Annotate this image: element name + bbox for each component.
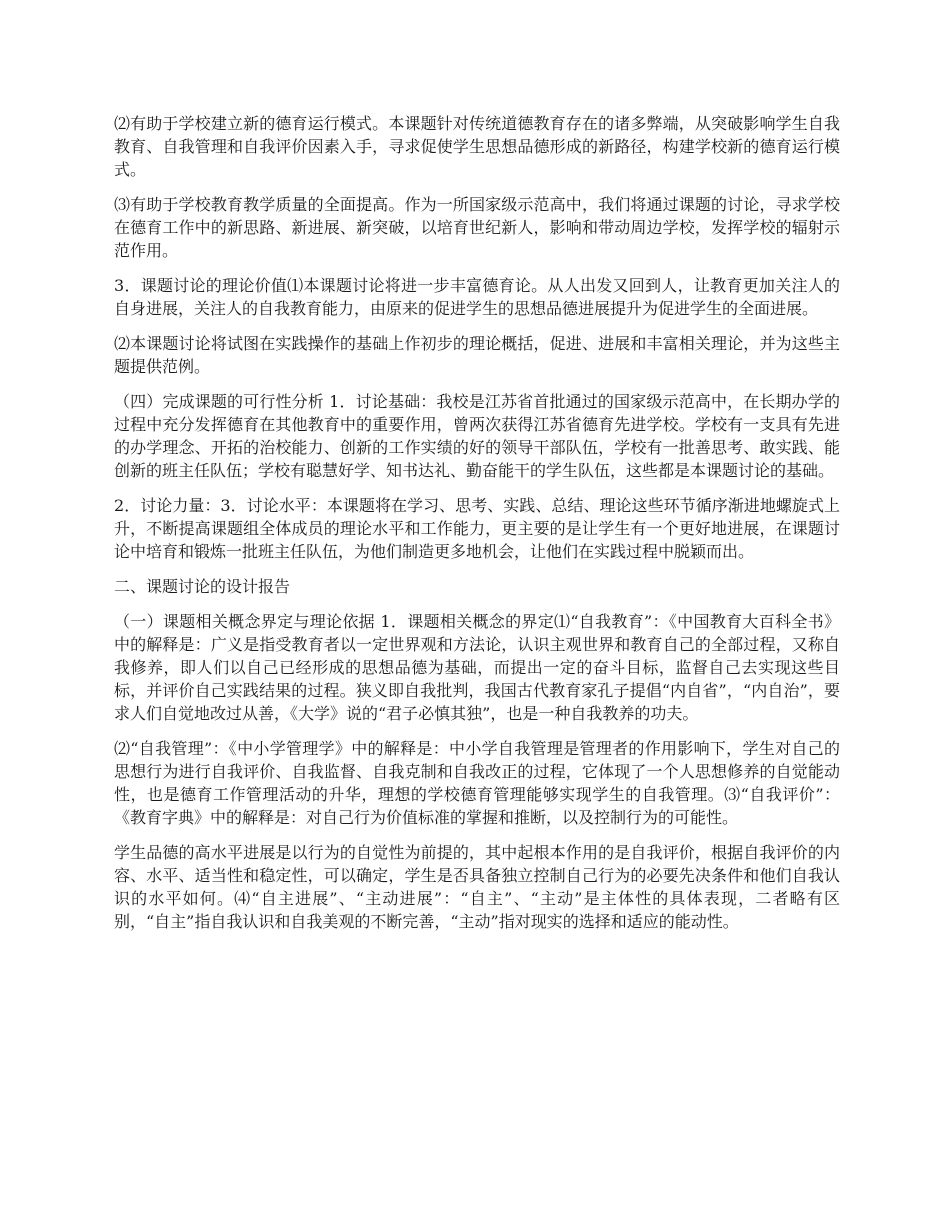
paragraph-6: 2．讨论力量：3．讨论水平：本课题将在学习、思考、实践、总结、理论这些环节循序渐进地螺旋式上升，不断提高课题组全体成员的理论水平和工作能力，更主要的是让学生有一个更好地进展，在课题讨论中培育和锻炼一批班主任队伍，为他们制造更多地机会，让他们在实践过程中脱颖而出。: [114, 496, 840, 561]
document-body: [114, 112, 840, 945]
paragraph-3: 3．课题讨论的理论价值⑴本课题讨论将进一步丰富德育论。从人出发又回到人，让教育更加关注人的自身进展，关注人的自我教育能力，由原来的促进学生的思想品德进展提升为促进学生的全面进展。: [114, 276, 840, 318]
paragraph-4: ⑵本课题讨论将试图在实践操作的基础上作初步的理论概括，促进、进展和丰富相关理论，并为这些主题提供范例。: [114, 334, 840, 376]
paragraph-1: ⑵有助于学校建立新的德育运行模式。本课题针对传统道德教育存在的诸多弊端，从突破影响学生自我教育、自我管理和自我评价因素入手，寻求促使学生思想品德形成的新路径，构建学校新的德育运行模式。: [114, 114, 840, 179]
paragraph-5: （四）完成课题的可行性分析 1．讨论基础：我校是江苏省首批通过的国家级示范高中，在长期办学的过程中充分发挥德育在其他教育中的重要作用，曾两次获得江苏省德育先进学校。学校有一支具有先进的办学理念、开拓的治校能力、创新的工作实绩的好的领导干部队伍，学校有一批善思考、敢实践、能创新的班主任队伍；学校有聪慧好学、知书达礼、勤奋能干的学生队伍，这些都是本课题讨论的基础。: [114, 392, 840, 480]
paragraph-2: ⑶有助于学校教育教学质量的全面提高。作为一所国家级示范高中，我们将通过课题的讨论，寻求学校在德育工作中的新思路、新进展、新突破，以培育世纪新人，影响和带动周边学校，发挥学校的辐射示范作用。: [114, 195, 840, 260]
paragraph-9: ⑵“自我管理”：《中小学管理学》中的解释是：中小学自我管理是管理者的作用影响下，学生对自己的思想行为进行自我评价、自我监督、自我克制和自我改正的过程，它体现了一个人思想修养的自觉能动性，也是德育工作管理活动的升华，理想的学校德育管理能够实现学生的自我管理。⑶“自我评价”：《教育字典》中的解释是：对自己行为价值标准的掌握和推断，以及控制行为的可能性。: [114, 739, 840, 827]
section-heading: 二、课题讨论的设计报告: [114, 577, 291, 596]
paragraph-10: 学生品德的高水平进展是以行为的自觉性为前提的，其中起根本作用的是自我评价，根据自我评价的内容、水平、适当性和稳定性，可以确定，学生是否具备独立控制自己行为的必要先决条件和他们自我认识的水平如何。⑷“自主进展”、“主动进展”：“自主”、“主动”是主体性的具体表现，二者略有区别，“自主”指自我认识和自我美观的不断完善，“主动”指对现实的选择和适应的能动性。: [114, 843, 840, 931]
paragraph-8: （一）课题相关概念界定与理论依据 1．课题相关概念的界定⑴“自我教育”：《中国教育大百科全书》中的解释是：广义是指受教育者以一定世界观和方法论，认识主观世界和教育自己的全部过程，又称自我修养，即人们以自己已经形成的思想品德为基础，而提出一定的奋斗目标，监督自己去实现这些目标，并评价自己实践结果的过程。狭义即自我批判，我国古代教育家孔子提倡“内自省”，“内自治”，要求人们自觉地改过从善，《大学》说的“君子必慎其独”，也是一种自我教养的功夫。: [114, 612, 840, 723]
